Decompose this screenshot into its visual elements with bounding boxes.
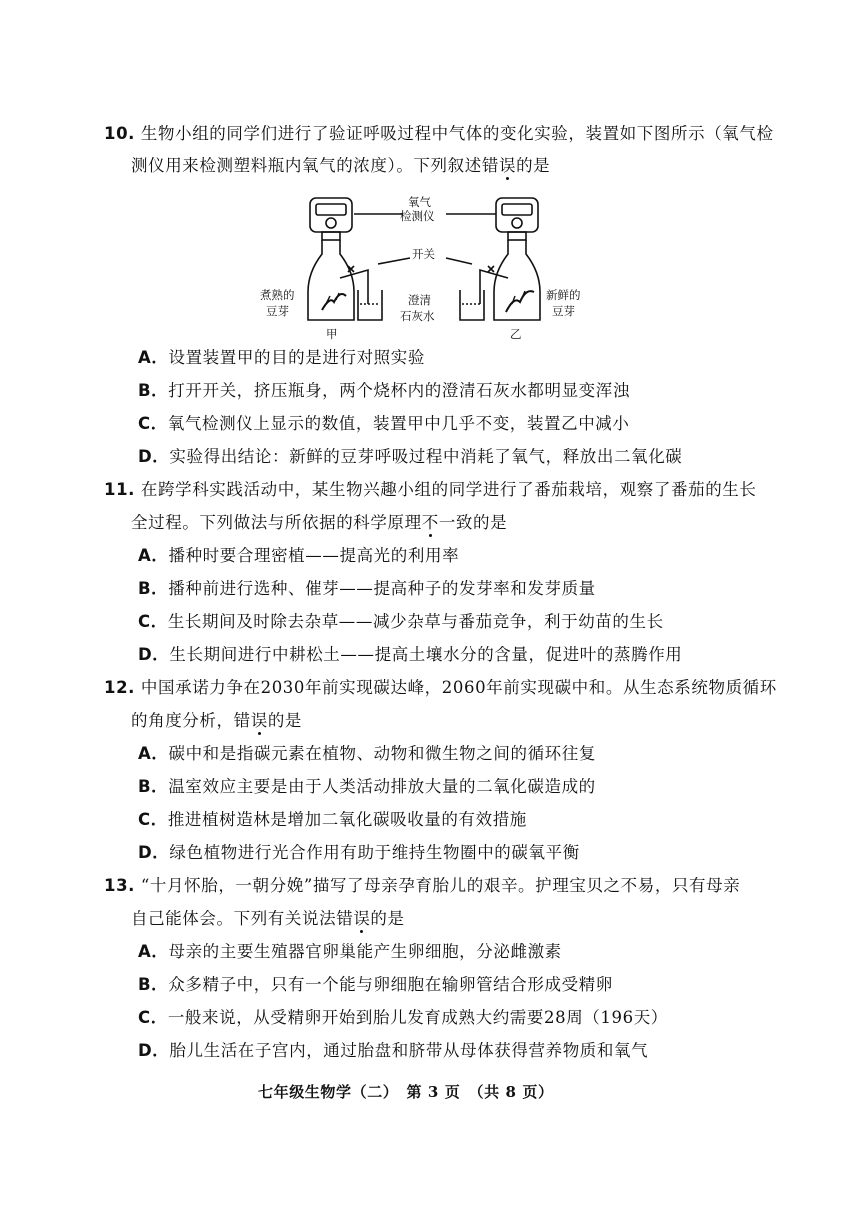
option-letter: A． xyxy=(138,942,169,961)
option-letter: B． xyxy=(138,579,169,598)
limewater-label-1: 澄清 xyxy=(408,293,431,307)
limewater-label-2: 石灰水 xyxy=(400,309,435,323)
q11-stem-2b: 一致的是 xyxy=(438,513,508,532)
option-text: 众多精子中，只有一个能与卵细胞在输卵管结合形成受精卵 xyxy=(168,975,613,994)
cooked-sprout-label-2: 豆芽 xyxy=(266,304,289,318)
q12-option-b xyxy=(138,775,596,799)
q10-option-d xyxy=(138,445,682,469)
q13-stem-2a: 自己能体会。下列有关说法错 xyxy=(131,909,354,928)
q12-option-d xyxy=(138,841,580,865)
q12-line-2 xyxy=(131,709,302,733)
oxygen-label-1: 氧气 xyxy=(408,195,431,209)
option-text: 生长期间进行中耕松土——提高土壤水分的含量，促进叶的蒸腾作用 xyxy=(169,645,683,664)
experiment-diagram xyxy=(250,192,610,342)
q11-line-1 xyxy=(104,478,757,502)
option-text: 播种前进行选种、催芽——提高种子的发芽率和发芽质量 xyxy=(168,579,596,598)
option-letter: A． xyxy=(138,546,169,565)
q11-stem-2a: 全过程。下列做法与所依据的科学原理 xyxy=(131,513,422,532)
q11-number: 11. xyxy=(104,480,136,499)
q12-stem-2a: 的角度分析，错 xyxy=(131,711,251,730)
option-text: 一般来说，从受精卵开始到胎儿发育成熟大约需要28周（196天） xyxy=(167,1008,668,1027)
device-yi-label: 乙 xyxy=(510,327,522,341)
q13-line-2 xyxy=(131,907,405,931)
q10-option-b xyxy=(138,379,630,403)
oxygen-label-2: 检测仪 xyxy=(400,209,435,223)
q13-option-d xyxy=(138,1039,648,1063)
q11-option-b xyxy=(138,577,596,601)
option-letter: B． xyxy=(138,381,169,400)
switch-label: 开关 xyxy=(412,247,435,261)
q10-stem-1: 生物小组的同学们进行了验证呼吸过程中气体的变化实验，装置如下图所示（氧气检 xyxy=(140,124,774,143)
q10-line-1 xyxy=(104,122,774,146)
option-text: 胎儿生活在子宫内，通过胎盘和脐带从母体获得营养物质和氧气 xyxy=(169,1041,649,1060)
q10-stem-2b: 的是 xyxy=(516,156,551,175)
q13-emphasis-char: 误 xyxy=(353,909,371,928)
q12-option-a xyxy=(138,742,596,766)
option-text: 氧气检测仪上显示的数值，装置甲中几乎不变，装置乙中减小 xyxy=(167,414,630,433)
device-jia-label: 甲 xyxy=(326,327,338,341)
q12-line-1 xyxy=(104,676,777,700)
option-text: 母亲的主要生殖器官卵巢能产生卵细胞，分泌雌激素 xyxy=(168,942,562,961)
q11-line-2 xyxy=(131,511,507,535)
q12-stem-2b: 的是 xyxy=(267,711,303,730)
option-text: 设置装置甲的目的是进行对照实验 xyxy=(168,348,425,367)
fresh-sprout-label-2: 豆芽 xyxy=(552,304,575,318)
option-letter: C． xyxy=(138,810,168,829)
respiration-experiment-figure xyxy=(250,192,610,342)
option-text: 推进植树造林是增加二氧化碳吸收量的有效措施 xyxy=(167,810,527,829)
option-letter: C． xyxy=(138,414,168,433)
q12-emphasis-char: 误 xyxy=(250,711,268,730)
option-text: 温室效应主要是由于人类活动排放大量的二氧化碳造成的 xyxy=(168,777,596,796)
q12-number: 12. xyxy=(104,678,136,697)
option-text: 实验得出结论：新鲜的豆芽呼吸过程中消耗了氧气，释放出二氧化碳 xyxy=(169,447,683,466)
q11-option-d xyxy=(138,643,682,667)
option-text: 碳中和是指碳元素在植物、动物和微生物之间的循环往复 xyxy=(168,744,596,763)
option-letter: C． xyxy=(138,612,168,631)
option-text: 打开开关，挤压瓶身，两个烧杯内的澄清石灰水都明显变浑浊 xyxy=(168,381,630,400)
q13-stem-2b: 的是 xyxy=(370,909,405,928)
option-text: 播种时要合理密植——提高光的利用率 xyxy=(168,546,460,565)
option-letter: D． xyxy=(138,1041,170,1060)
q10-option-a xyxy=(138,346,425,370)
option-letter: D． xyxy=(138,447,170,466)
q10-stem-2a: 测仪用来检测塑料瓶内氧气的浓度）。下列叙述错 xyxy=(131,156,499,175)
option-letter: D． xyxy=(138,843,170,862)
q12-stem-1: 中国承诺力争在2030年前实现碳达峰，2060年前实现碳中和。从生态系统物质循环 xyxy=(140,678,777,697)
option-letter: D． xyxy=(138,645,170,664)
cooked-sprout-label-1: 煮熟的 xyxy=(260,288,295,302)
q11-emphasis-char: 不 xyxy=(421,513,439,532)
q13-option-c xyxy=(138,1006,668,1030)
option-letter: B． xyxy=(138,975,169,994)
fresh-sprout-label-1: 新鲜的 xyxy=(546,288,581,302)
q12-option-c xyxy=(138,808,527,832)
page-footer: 七年级生物学（二） 第 3 页 （共 8 页） xyxy=(258,1083,554,1101)
q13-option-b xyxy=(138,973,613,997)
q11-option-c xyxy=(138,610,664,634)
q13-line-1 xyxy=(104,874,740,898)
option-text: 绿色植物进行光合作用有助于维持生物圈中的碳氧平衡 xyxy=(169,843,580,862)
q11-option-a xyxy=(138,544,459,568)
q13-option-a xyxy=(138,940,562,964)
q13-stem-1: “十月怀胎，一朝分娩”描写了母亲孕育胎儿的艰辛。护理宝贝之不易，只有母亲 xyxy=(140,876,741,895)
q10-number: 10. xyxy=(104,124,136,143)
option-letter: B． xyxy=(138,777,169,796)
option-letter: A． xyxy=(138,348,169,367)
q10-emphasis-char: 误 xyxy=(498,156,517,175)
option-text: 生长期间及时除去杂草——减少杂草与番茄竞争，利于幼苗的生长 xyxy=(167,612,664,631)
q10-option-c xyxy=(138,412,630,436)
q10-line-2 xyxy=(131,154,550,178)
q11-stem-1: 在跨学科实践活动中，某生物兴趣小组的同学进行了番茄栽培，观察了番茄的生长 xyxy=(140,480,757,499)
option-letter: C． xyxy=(138,1008,168,1027)
q13-number: 13. xyxy=(104,876,136,895)
option-letter: A． xyxy=(138,744,169,763)
